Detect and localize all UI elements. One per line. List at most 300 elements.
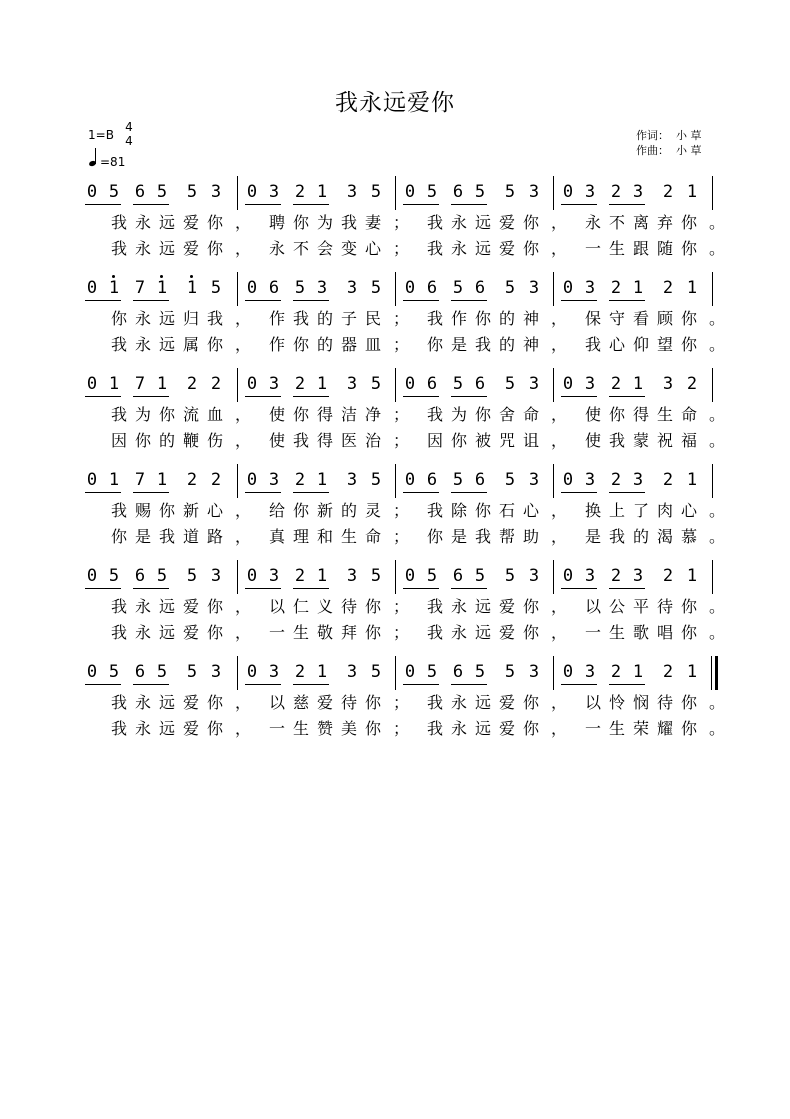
lyric-char: 你 xyxy=(680,719,697,738)
lyric-char: 永 xyxy=(134,309,151,328)
lyric-char: 因 xyxy=(110,431,127,450)
bar-line xyxy=(237,464,238,498)
note: 5 xyxy=(504,662,516,682)
lyric-char: 的 xyxy=(316,309,333,328)
note: 6 xyxy=(426,470,438,490)
lyric-char: 永 xyxy=(450,597,467,616)
eighth-beam xyxy=(403,588,439,589)
lyric-char: 爱 xyxy=(498,623,515,642)
note: 0 xyxy=(404,182,416,202)
eighth-beam xyxy=(451,300,487,301)
lyric-char: 你 xyxy=(680,335,697,354)
note: 0 xyxy=(246,470,258,490)
eighth-beam xyxy=(245,588,281,589)
note: 3 xyxy=(528,470,540,490)
bar-line xyxy=(553,464,554,498)
lyric-char: 远 xyxy=(474,597,491,616)
lyric-char: 永 xyxy=(134,239,151,258)
composer-line xyxy=(636,143,702,158)
lyric-char: 你 xyxy=(292,335,309,354)
bar-line xyxy=(395,368,396,402)
note: 0 xyxy=(86,278,98,298)
eighth-beam xyxy=(609,492,645,493)
lyric-char: 为 xyxy=(450,405,467,424)
lyric-char: ， xyxy=(234,527,251,546)
lyric-char: 肉 xyxy=(656,501,673,520)
lyric-char: 永 xyxy=(450,719,467,738)
lyric-char: 使 xyxy=(584,405,601,424)
lyric-char: 心 xyxy=(364,239,381,258)
note: 3 xyxy=(584,566,596,586)
note: 2 xyxy=(294,374,306,394)
bar-line xyxy=(237,272,238,306)
lyric-char: ； xyxy=(392,597,409,616)
note: 3 xyxy=(268,182,280,202)
key-signature: 1=B xyxy=(88,128,114,142)
lyric-char: 你 xyxy=(474,405,491,424)
eighth-beam xyxy=(293,396,329,397)
lyric-char: 弃 xyxy=(656,213,673,232)
lyric-char: 唱 xyxy=(656,623,673,642)
bar-line xyxy=(395,656,396,690)
lyric-line xyxy=(80,718,725,740)
note: 3 xyxy=(268,470,280,490)
note: 6 xyxy=(474,278,486,298)
lyric-char: 永 xyxy=(584,213,601,232)
note: 3 xyxy=(268,374,280,394)
lyric-char: ， xyxy=(234,431,251,450)
lyric-char: 会 xyxy=(316,239,333,258)
note: 5 xyxy=(108,662,120,682)
lyric-char: 爱 xyxy=(182,693,199,712)
lyric-char: 除 xyxy=(450,501,467,520)
note: 2 xyxy=(294,182,306,202)
lyricist-label: 作词： xyxy=(636,129,669,142)
eighth-beam xyxy=(451,492,487,493)
lyric-char: 生 xyxy=(292,719,309,738)
note: 3 xyxy=(528,662,540,682)
lyric-char: 福 xyxy=(680,431,697,450)
lyric-line xyxy=(80,334,725,356)
lyric-char: 属 xyxy=(182,335,199,354)
lyric-char: 子 xyxy=(340,309,357,328)
bar-line xyxy=(237,656,238,690)
lyric-char: ； xyxy=(392,309,409,328)
lyric-char: 是 xyxy=(134,527,151,546)
lyric-char: 远 xyxy=(158,719,175,738)
lyric-char: 了 xyxy=(632,501,649,520)
note: 0 xyxy=(86,662,98,682)
lyric-char: 我 xyxy=(426,405,443,424)
note: 3 xyxy=(584,278,596,298)
lyric-char: 赞 xyxy=(316,719,333,738)
note: 0 xyxy=(404,470,416,490)
lyric-char: ， xyxy=(550,597,567,616)
lyric-char: 皿 xyxy=(364,335,381,354)
lyric-char: ， xyxy=(234,239,251,258)
lyric-char: 民 xyxy=(364,309,381,328)
lyric-char: 命 xyxy=(364,527,381,546)
lyric-char: 是 xyxy=(450,335,467,354)
lyric-char: 爱 xyxy=(498,597,515,616)
eighth-beam xyxy=(451,588,487,589)
eighth-beam xyxy=(133,684,169,685)
lyric-char: 我 xyxy=(158,527,175,546)
lyric-char: 路 xyxy=(206,527,223,546)
credits xyxy=(636,128,702,158)
lyric-char: 你 xyxy=(680,693,697,712)
lyric-char: 永 xyxy=(134,213,151,232)
note: 5 xyxy=(474,662,486,682)
lyric-char: 远 xyxy=(158,213,175,232)
lyric-char: 你 xyxy=(110,309,127,328)
lyric-char: 远 xyxy=(158,623,175,642)
lyric-char: ， xyxy=(550,335,567,354)
eighth-beam xyxy=(245,300,281,301)
measure xyxy=(84,368,234,404)
lyric-char: 我 xyxy=(110,405,127,424)
octave-dot-icon xyxy=(112,275,115,278)
note: 5 xyxy=(504,182,516,202)
lyric-line xyxy=(80,622,725,644)
lyric-char: 。 xyxy=(708,405,725,424)
note: 5 xyxy=(452,278,464,298)
lyric-char: 离 xyxy=(632,213,649,232)
lyric-char: 使 xyxy=(268,431,285,450)
measure xyxy=(402,176,552,212)
note: 1 xyxy=(316,566,328,586)
bar-line xyxy=(712,560,713,594)
lyric-char: 因 xyxy=(426,431,443,450)
lyric-char: 聘 xyxy=(268,213,285,232)
lyric-char: 仰 xyxy=(632,335,649,354)
note: 2 xyxy=(294,566,306,586)
lyric-char: ， xyxy=(550,405,567,424)
score-system xyxy=(80,368,725,460)
score-system xyxy=(80,560,725,652)
note: 1 xyxy=(632,662,644,682)
lyric-char: 保 xyxy=(584,309,601,328)
lyric-char: 守 xyxy=(608,309,625,328)
eighth-beam xyxy=(245,396,281,397)
note: 2 xyxy=(662,566,674,586)
note: 2 xyxy=(610,182,622,202)
bar-line xyxy=(237,368,238,402)
lyric-char: 你 xyxy=(206,719,223,738)
note: 6 xyxy=(452,662,464,682)
lyric-char: 。 xyxy=(708,309,725,328)
note: 5 xyxy=(370,470,382,490)
note: 0 xyxy=(86,374,98,394)
eighth-beam xyxy=(293,684,329,685)
note: 3 xyxy=(268,566,280,586)
lyric-char: 石 xyxy=(498,501,515,520)
note: 6 xyxy=(134,662,146,682)
note: 5 xyxy=(370,566,382,586)
score-system xyxy=(80,272,725,364)
note: 0 xyxy=(246,278,258,298)
lyric-char: 你 xyxy=(158,405,175,424)
eighth-beam xyxy=(133,588,169,589)
note: 0 xyxy=(404,374,416,394)
note: 1 xyxy=(686,470,698,490)
note: 1 xyxy=(686,182,698,202)
lyric-char: 你 xyxy=(364,693,381,712)
lyric-char: ， xyxy=(550,309,567,328)
lyric-char: 我 xyxy=(110,719,127,738)
lyric-char: 爱 xyxy=(182,597,199,616)
lyric-char: 使 xyxy=(584,431,601,450)
note: 5 xyxy=(474,566,486,586)
note: 6 xyxy=(452,566,464,586)
lyric-char: 我 xyxy=(110,213,127,232)
note: 3 xyxy=(528,182,540,202)
lyric-line xyxy=(80,308,725,330)
note: 6 xyxy=(134,566,146,586)
lyric-char: 的 xyxy=(498,335,515,354)
lyric-char: 作 xyxy=(450,309,467,328)
measure xyxy=(402,272,552,308)
bar-line xyxy=(712,368,713,402)
lyric-char: 看 xyxy=(632,309,649,328)
note: 0 xyxy=(404,278,416,298)
measure xyxy=(84,656,234,692)
lyric-char: 医 xyxy=(340,431,357,450)
bar-line xyxy=(712,176,713,210)
lyric-char: 一 xyxy=(268,719,285,738)
measure xyxy=(244,272,394,308)
note: 3 xyxy=(346,278,358,298)
note: 5 xyxy=(156,566,168,586)
octave-dot-icon xyxy=(190,275,193,278)
eighth-beam xyxy=(403,300,439,301)
note: 1 xyxy=(316,662,328,682)
eighth-beam xyxy=(561,492,597,493)
note: 1 xyxy=(632,374,644,394)
lyric-char: 你 xyxy=(608,405,625,424)
lyric-char: 新 xyxy=(182,501,199,520)
lyric-char: 我 xyxy=(426,597,443,616)
note: 5 xyxy=(370,182,382,202)
lyric-char: 被 xyxy=(474,431,491,450)
lyric-char: 永 xyxy=(134,719,151,738)
eighth-beam xyxy=(85,300,121,301)
note: 1 xyxy=(156,470,168,490)
lyric-char: 赐 xyxy=(134,501,151,520)
note: 1 xyxy=(156,374,168,394)
eighth-beam xyxy=(133,300,169,301)
lyric-char: 。 xyxy=(708,239,725,258)
note: 2 xyxy=(294,662,306,682)
note: 0 xyxy=(86,182,98,202)
note: 6 xyxy=(426,278,438,298)
lyric-char: 爱 xyxy=(182,239,199,258)
eighth-beam xyxy=(609,300,645,301)
eighth-beam xyxy=(293,588,329,589)
bar-line xyxy=(553,272,554,306)
lyric-char: 的 xyxy=(632,527,649,546)
note: 5 xyxy=(210,278,222,298)
lyric-char: ， xyxy=(234,501,251,520)
note: 3 xyxy=(210,662,222,682)
lyric-char: 流 xyxy=(182,405,199,424)
eighth-beam xyxy=(451,396,487,397)
lyric-char: 随 xyxy=(656,239,673,258)
note: 0 xyxy=(562,374,574,394)
measure xyxy=(244,368,394,404)
lyric-char: 你 xyxy=(680,213,697,232)
lyric-char: 爱 xyxy=(316,693,333,712)
note: 6 xyxy=(452,182,464,202)
note: 2 xyxy=(186,470,198,490)
bar-line xyxy=(712,272,713,306)
note: 2 xyxy=(662,278,674,298)
eighth-beam xyxy=(609,684,645,685)
lyric-char: 永 xyxy=(450,623,467,642)
note: 2 xyxy=(610,278,622,298)
lyric-char: 我 xyxy=(426,501,443,520)
lyric-char: 我 xyxy=(110,623,127,642)
note: 5 xyxy=(370,662,382,682)
lyric-char: 荣 xyxy=(632,719,649,738)
lyric-char: 。 xyxy=(708,597,725,616)
lyric-char: 永 xyxy=(134,693,151,712)
note: 2 xyxy=(186,374,198,394)
eighth-beam xyxy=(245,492,281,493)
note: 5 xyxy=(504,278,516,298)
lyric-char: 你 xyxy=(474,309,491,328)
lyric-char: 我 xyxy=(426,309,443,328)
measure xyxy=(402,560,552,596)
note: 0 xyxy=(86,470,98,490)
note: 1 xyxy=(106,277,122,299)
eighth-beam xyxy=(561,588,597,589)
lyric-char: 你 xyxy=(364,719,381,738)
eighth-beam xyxy=(403,492,439,493)
lyric-char: 义 xyxy=(316,597,333,616)
measure xyxy=(84,272,234,308)
lyric-char: 你 xyxy=(450,431,467,450)
note: 5 xyxy=(474,182,486,202)
lyric-char: ， xyxy=(550,213,567,232)
note: 5 xyxy=(186,566,198,586)
eighth-beam xyxy=(403,204,439,205)
note: 0 xyxy=(562,182,574,202)
lyric-char: 心 xyxy=(608,335,625,354)
note: 2 xyxy=(610,662,622,682)
lyric-char: 换 xyxy=(584,501,601,520)
note: 7 xyxy=(134,374,146,394)
note: 5 xyxy=(426,662,438,682)
lyric-char: 心 xyxy=(680,501,697,520)
note: 3 xyxy=(632,182,644,202)
lyric-char: 永 xyxy=(450,239,467,258)
lyric-char: 远 xyxy=(158,693,175,712)
note: 3 xyxy=(632,470,644,490)
lyric-char: ， xyxy=(550,623,567,642)
lyric-char: 永 xyxy=(134,335,151,354)
lyric-line xyxy=(80,430,725,452)
lyric-char: 治 xyxy=(364,431,381,450)
lyric-char: 的 xyxy=(316,335,333,354)
lyric-char: 你 xyxy=(680,239,697,258)
lyric-char: 道 xyxy=(182,527,199,546)
note: 0 xyxy=(562,662,574,682)
bar-line xyxy=(237,176,238,210)
lyric-char: 我 xyxy=(474,335,491,354)
bar-line xyxy=(395,176,396,210)
note: 3 xyxy=(346,374,358,394)
bar-line xyxy=(553,560,554,594)
lyric-char: 真 xyxy=(268,527,285,546)
lyric-char: ； xyxy=(392,501,409,520)
lyric-line xyxy=(80,404,725,426)
note: 5 xyxy=(186,182,198,202)
note: 0 xyxy=(246,374,258,394)
lyric-char: 是 xyxy=(584,527,601,546)
measure xyxy=(402,368,552,404)
lyric-char: 拜 xyxy=(340,623,357,642)
lyric-char: 怜 xyxy=(608,693,625,712)
lyric-char: 。 xyxy=(708,335,725,354)
octave-dot-icon xyxy=(160,275,163,278)
lyric-char: 我 xyxy=(426,719,443,738)
lyric-char: 归 xyxy=(182,309,199,328)
lyric-char: 你 xyxy=(522,623,539,642)
note: 2 xyxy=(686,374,698,394)
note: 2 xyxy=(662,662,674,682)
lyricist-line xyxy=(636,128,702,143)
eighth-beam xyxy=(561,300,597,301)
lyric-char: 生 xyxy=(608,239,625,258)
lyric-char: 慈 xyxy=(292,693,309,712)
note: 2 xyxy=(662,470,674,490)
lyric-char: 爱 xyxy=(182,719,199,738)
measure xyxy=(402,656,552,692)
note: 3 xyxy=(528,374,540,394)
lyric-char: 你 xyxy=(206,335,223,354)
lyric-char: 上 xyxy=(608,501,625,520)
lyric-char: 。 xyxy=(708,501,725,520)
note: 3 xyxy=(210,182,222,202)
note: 5 xyxy=(504,566,516,586)
note: 5 xyxy=(294,278,306,298)
lyric-char: 得 xyxy=(316,431,333,450)
lyric-char: 平 xyxy=(632,597,649,616)
lyric-char: 助 xyxy=(522,527,539,546)
eighth-beam xyxy=(85,684,121,685)
lyric-char: 我 xyxy=(110,335,127,354)
lyric-char: 灵 xyxy=(364,501,381,520)
measure xyxy=(402,464,552,500)
time-signature-top: 4 xyxy=(125,120,133,134)
lyric-char: 神 xyxy=(522,335,539,354)
lyric-char: 。 xyxy=(708,693,725,712)
measure xyxy=(560,464,710,500)
note: 5 xyxy=(426,182,438,202)
lyric-char: 新 xyxy=(316,501,333,520)
eighth-beam xyxy=(293,204,329,205)
lyric-line xyxy=(80,500,725,522)
note: 3 xyxy=(584,470,596,490)
lyric-char: 伤 xyxy=(206,431,223,450)
lyric-char: 爱 xyxy=(498,213,515,232)
note: 5 xyxy=(426,566,438,586)
lyric-char: 我 xyxy=(426,239,443,258)
lyric-char: ， xyxy=(234,213,251,232)
lyric-char: 你 xyxy=(292,405,309,424)
lyric-char: 作 xyxy=(268,335,285,354)
